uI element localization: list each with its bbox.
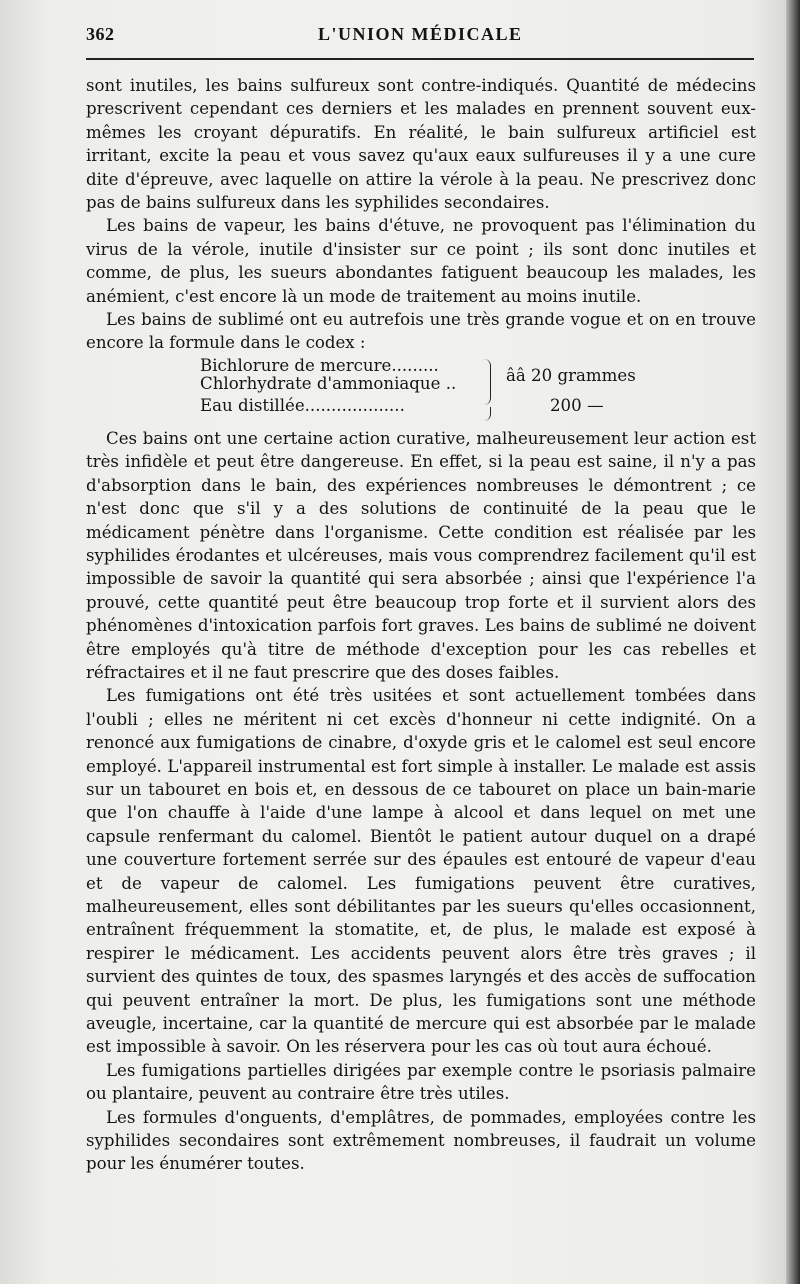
formula-quantity-water: 200 — — [550, 395, 604, 415]
paragraph-continuation: sont inutiles, les bains sulfureux sont contre-indiqués. Quantité de médecins prescrivent cependant ces derniers et les malades en prennent souvent eux-mêmes les croyant dépuratifs. En réalité, le bain sulfureux artificiel est irritant, excite la peau et vous savez qu'aux eaux sulfureuses il y a une cure dite d'épreuve, avec laquelle on attire la vérole à la peau. Ne prescrivez donc pas de bains sulfureux dans les syphilides secondaires. — [86, 76, 756, 213]
running-title: L'UNION MÉDICALE — [318, 24, 523, 44]
formula-ingredient-1: Bichlorure de mercure......... — [200, 355, 439, 375]
formula-brace-small — [484, 407, 491, 421]
paragraph-partial-fumigations: Les fumigations partielles dirigées par exemple contre le psoriasis palmaire ou plantaire, peuvent au contraire être très utiles. — [86, 1060, 756, 1104]
page-header — [86, 24, 756, 54]
page-edge-shadow — [786, 0, 800, 1284]
paragraph-ointments: Les formules d'onguents, d'emplâtres, de pommades, employées contre les syphilides secondaires sont extrêmement nombreuses, il faudrait un volume pour les énumérer toutes. — [86, 1107, 756, 1174]
paragraph-vapour-baths: Les bains de vapeur, les bains d'étuve, ne provoquent pas l'élimination du virus de la vérole, inutile d'insister sur ce point ; ils sont donc inutiles et comme, de plus, les sueurs abondantes fatiguent beaucoup les malades, les anémient, c'est encore là un mode de traitement au moins inutile. — [86, 216, 756, 306]
formula-ingredient-2: Chlorhydrate d'ammoniaque .. — [200, 373, 457, 393]
formula-brace — [484, 359, 491, 405]
header-rule — [86, 58, 754, 60]
paragraph-sublimate-baths: Les bains de sublimé ont eu autrefois une très grande vogue et on en trouve encore la formule dans le codex : — [86, 310, 756, 353]
formula-quantity-shared: ââ 20 grammes — [506, 365, 636, 385]
body-text — [86, 74, 756, 1176]
paragraph-fumigations: Les fumigations ont été très usitées et sont actuellement tombées dans l'oubli ; elles ne méritent ni cet excès d'honneur ni cette indignité. On a renoncé aux fumigations de cinabre, d'oxyde gris et le calomel est seul encore employé. L'appareil instrumental est fort simple à installer. Le malade est assis sur un tabouret en bois et, en dessous de ce tabouret on place un bain-marie que l'on chauffe à l'aide d'une lampe à alcool et dans lequel on met une capsule renfermant du calomel. Bientôt le patient autour duquel on a drapé une couverture fortement serrée sur des épaules est entouré de vapeur d'eau et de vapeur de calomel. Les fumigations peuvent être curatives, malheureusement, elles sont débilitantes par les sueurs qu'elles occasionnent, entraînent fréquemment la stomatite, et, de plus, le malade est exposé à respirer le médicament. Les accidents peuvent alors être très graves ; il survient des quintes de toux, des spasmes laryngés et des accès de suffocation qui peuvent entraîner la mort. De plus, les fumigations sont une méthode aveugle, incertaine, car la quantité de mercure qui est absorbée par le malade est impossible à savoir. On les réservera pour les cas où tout aura échoué. — [86, 686, 756, 1057]
paragraph-curative-action: Ces bains ont une certaine action curative, malheureusement leur action est très infidèle et peut être dangereuse. En effet, si la peau est saine, il n'y a pas d'absorption dans le bain, des expériences nombreuses le démontrent ; ce n'est donc que s'il y a des solutions de continuité de la peau que le médicament pénètre dans l'organisme. Cette condition est réalisée par les syphilides érodantes et ulcéreuses, mais vous comprendrez facilement qu'il est impossible de savoir la quantité qui sera absorbée ; ainsi que l'expérience l'a prouvé, cette quantité peut être beaucoup trop forte et il survient alors des phénomènes d'intoxication parfois fort graves. Les bains de sublimé ne doivent être employés qu'à titre de méthode d'exception pour les cas rebelles et réfractaires et il ne faut prescrire que des doses faibles. — [86, 428, 756, 682]
formula-ingredient-3: Eau distillée................... — [200, 395, 405, 415]
codex-formula — [86, 355, 756, 427]
page-number: 362 — [86, 24, 115, 44]
